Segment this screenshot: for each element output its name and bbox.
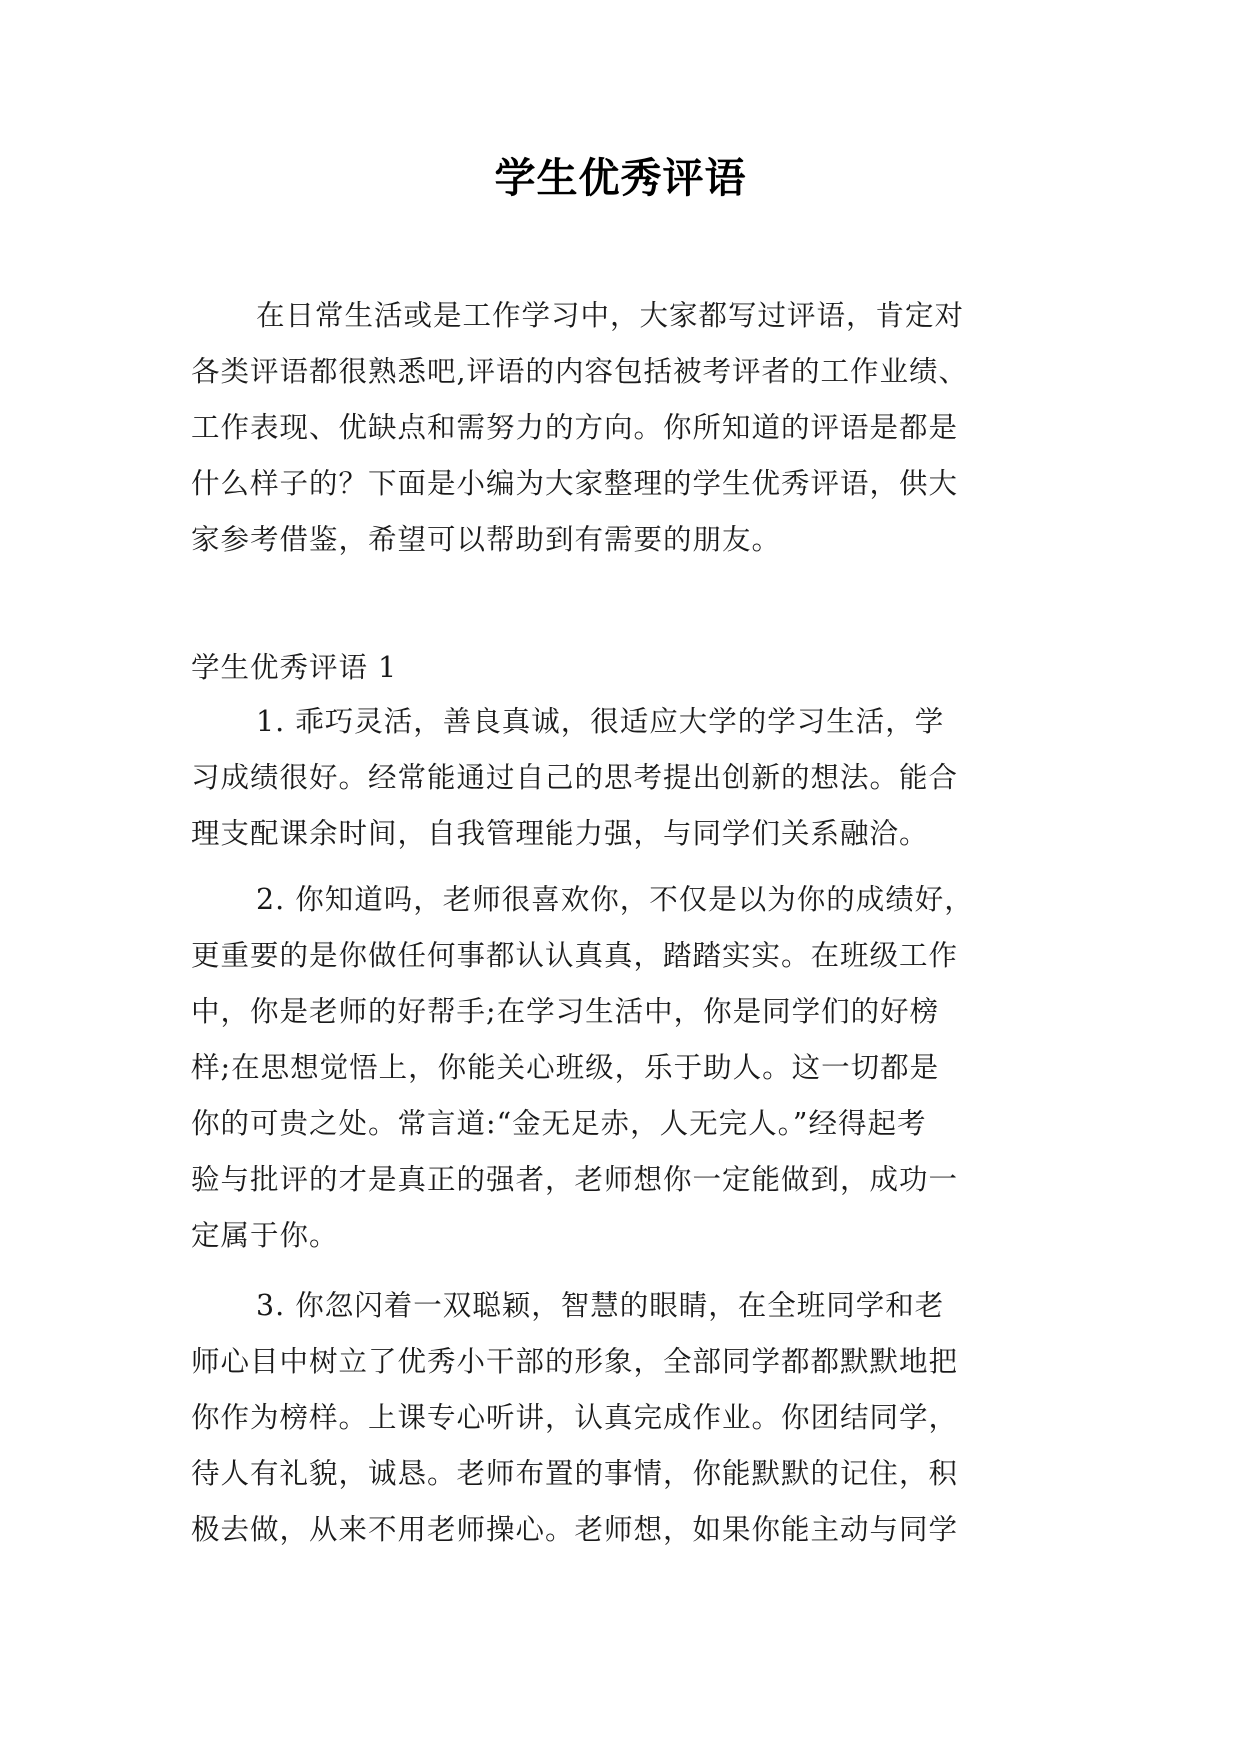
comment-line: 样;在思想觉悟上，你能关心班级，乐于助人。这一切都是 bbox=[191, 1051, 940, 1084]
comment-item-2 bbox=[191, 872, 1055, 1264]
comment-line: 理支配课余时间，自我管理能力强，与同学们关系融洽。 bbox=[191, 817, 929, 850]
comment-item-1 bbox=[191, 694, 1055, 862]
comment-line: 3. 你忽闪着一双聪颖，智慧的眼睛，在全班同学和老 bbox=[256, 1289, 945, 1322]
intro-paragraph bbox=[191, 288, 1055, 568]
comment-line: 中，你是老师的好帮手;在学习生活中，你是同学们的好榜 bbox=[191, 995, 940, 1028]
comment-line: 待人有礼貌，诚恳。老师布置的事情，你能默默的记住，积 bbox=[191, 1457, 959, 1490]
intro-line: 家参考借鉴，希望可以帮助到有需要的朋友。 bbox=[191, 523, 782, 556]
intro-line: 各类评语都很熟悉吧,评语的内容包括被考评者的工作业绩、 bbox=[191, 355, 969, 388]
comment-line: 更重要的是你做任何事都认认真真，踏踏实实。在班级工作 bbox=[191, 939, 959, 972]
comment-line: 你作为榜样。上课专心听讲，认真完成作业。你团结同学， bbox=[191, 1401, 959, 1434]
comment-item-3 bbox=[191, 1278, 1055, 1558]
comment-line: 习成绩很好。经常能通过自己的思考提出创新的想法。能合 bbox=[191, 761, 959, 794]
section-heading: 学生优秀评语 1 bbox=[191, 651, 398, 684]
comment-line: 2. 你知道吗，老师很喜欢你，不仅是以为你的成绩好， bbox=[256, 883, 974, 916]
comment-line: 1. 乖巧灵活，善良真诚，很适应大学的学习生活，学 bbox=[256, 705, 945, 738]
intro-line: 什么样子的？下面是小编为大家整理的学生优秀评语，供大 bbox=[191, 467, 959, 500]
comment-line: 极去做，从来不用老师操心。老师想，如果你能主动与同学 bbox=[191, 1513, 959, 1546]
intro-line: 工作表现、优缺点和需努力的方向。你所知道的评语是都是 bbox=[191, 411, 959, 444]
document-title: 学生优秀评语 bbox=[494, 154, 747, 202]
comment-line: 定属于你。 bbox=[191, 1219, 339, 1252]
comment-line: 你的可贵之处。常言道:“金无足赤，人无完人。”经得起考 bbox=[191, 1107, 927, 1140]
comment-line: 验与批评的才是真正的强者，老师想你一定能做到，成功一 bbox=[191, 1163, 959, 1196]
intro-line: 在日常生活或是工作学习中，大家都写过评语，肯定对 bbox=[256, 299, 965, 332]
comment-line: 师心目中树立了优秀小干部的形象，全部同学都都默默地把 bbox=[191, 1345, 959, 1378]
